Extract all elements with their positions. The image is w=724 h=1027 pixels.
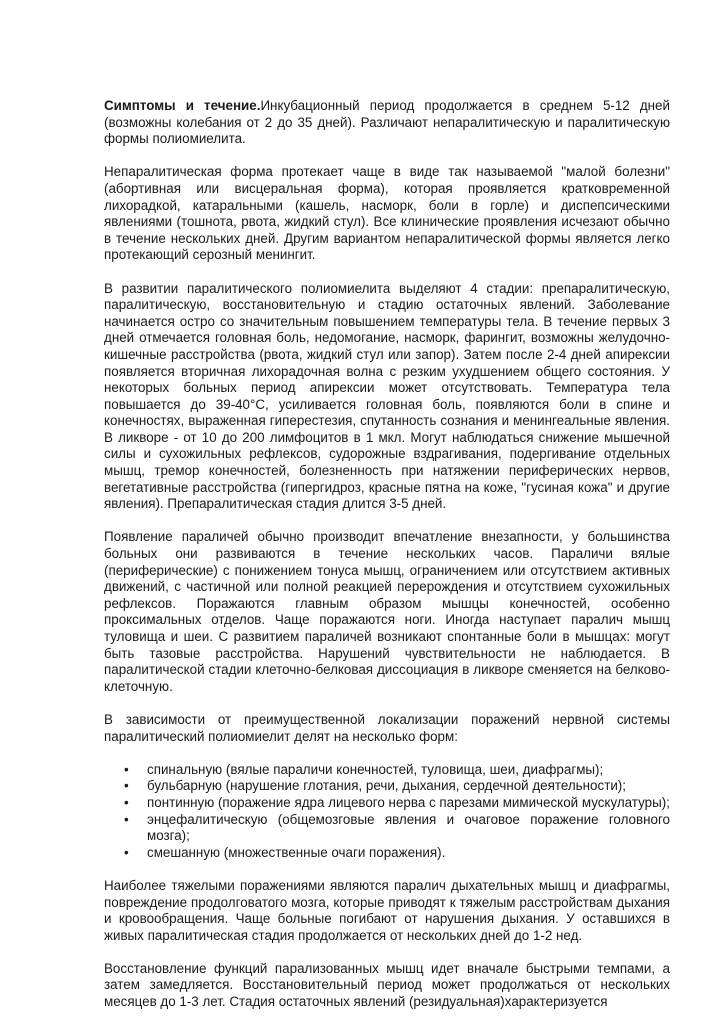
recovery-paragraph: Восстановление функций парализованных мышц идет вначале быстрыми темпами, а затем замедляется. Восстановительный период может продолжаться от нескольких месяцев до 1-3 лет. Стадия остаточных явлений (резидуальная)характеризуется <box>104 960 670 1010</box>
bullet-icon: • <box>124 761 129 777</box>
paralysis-paragraph: Появление параличей обычно производит впечатление внезапности, у большинства больных они развиваются в течение нескольких часов. Параличи вялые (периферические) с понижением тонуса мышц, ограничением или отсутствием активных движений, с частичной или полной реакцией перерождения и отсутствием сухожильных рефлексов. Поражаются главным образом мышцы конечностей, особенно проксимальных отделов. Чаще поражаются ноги. Иногда наступает паралич мышц туловища и шеи. С развитием параличей возникают спонтанные боли в мышцах: могут быть тазовые расстройства. Нарушений чувствительности не наблюдается. В паралитической стадии клеточно-белковая диссоциация в ликворе сменяется на белково-клеточную. <box>104 529 670 694</box>
bullet-icon: • <box>124 794 129 810</box>
list-item-text: смешанную (множественные очаги поражения). <box>147 844 446 860</box>
list-item <box>104 795 670 812</box>
intro-text: Инкубационный период продолжается в среднем 5-12 дней (возможны колебания от 2 до 35 дней). Различают непаралитическую и паралитическую формы полиомиелита. <box>104 98 670 147</box>
severe-paragraph: Наиболее тяжелыми поражениями являются паралич дыхательных мышц и диафрагмы, повреждение продолговатого мозга, которые приводят к тяжелым расстройствам дыхания и кровообращения. Чаще больные погибают от нарушения дыхания. У оставшихся в живых паралитическая стадия продолжается от нескольких дней до 1-2 нед. <box>104 877 670 943</box>
list-item <box>104 762 670 779</box>
bullet-icon: • <box>124 844 129 860</box>
nonparalytic-paragraph: Непаралитическая форма протекает чаще в виде так называемой "малой болезни" (абортивная или висцеральная форма), которая проявляется кратковременной лихорадкой, катаральными (кашель, насморк, боли в горле) и диспепсическими явлениями (тошнота, рвота, жидкий стул). Все клинические проявления исчезают обычно в течение нескольких дней. Другим вариантом непаралитической формы является легко протекающий серозный менингит. <box>104 164 670 263</box>
forms-intro-paragraph: В зависимости от преимущественной локализации поражений нервной системы паралитический полиомиелит делят на несколько форм: <box>104 711 670 744</box>
list-item <box>104 812 670 845</box>
list-item-text: энцефалитическую (общемозговые явления и очаговое поражение головного мозга); <box>147 811 670 844</box>
list-item-text: спинальную (вялые параличи конечностей, туловища, шеи, диафрагмы); <box>147 761 604 777</box>
list-item-text: бульбарную (нарушение глотания, речи, дыхания, сердечной деятельности); <box>147 778 626 794</box>
bullet-icon: • <box>124 778 129 794</box>
bullet-icon: • <box>124 811 129 827</box>
forms-list <box>104 762 670 862</box>
intro-paragraph <box>104 98 670 148</box>
list-item <box>104 778 670 795</box>
list-item <box>104 845 670 862</box>
section-heading: Симптомы и течение. <box>104 98 261 113</box>
document-page <box>104 98 670 1027</box>
list-item-text: понтинную (поражение ядра лицевого нерва с парезами мимической мускулатуры); <box>147 794 670 810</box>
stages-paragraph: В развитии паралитического полиомиелита выделяют 4 стадии: препаралитическую, паралитическую, восстановительную и стадию остаточных явлений. Заболевание начинается остро со значительным повышением температуры тела. В течение первых 3 дней отмечается головная боль, недомогание, насморк, фарингит, возможны желудочно-кишечные расстройства (рвота, жидкий стул или запор). Затем после 2-4 дней апирексии появляется вторичная лихорадочная волна с резким ухудшением общего состояния. У некоторых больных период апирексии может отсутствовать. Температура тела повышается до 39-40°С, усиливается головная боль, появляются боли в спине и конечностях, выраженная гиперестезия, спутанность сознания и менингеальные явления. В ликворе - от 10 до 200 лимфоцитов в 1 мкл. Могут наблюдаться снижение мышечной силы и сухожильных рефлексов, судорожные вздрагивания, подергивание отдельных мышц, тремор конечностей, болезненность при натяжении периферических нервов, вегетативные расстройства (гипергидроз, красные пятна на коже, "гусиная кожа" и другие явления). Препаралитическая стадия длится 3-5 дней. <box>104 280 670 512</box>
